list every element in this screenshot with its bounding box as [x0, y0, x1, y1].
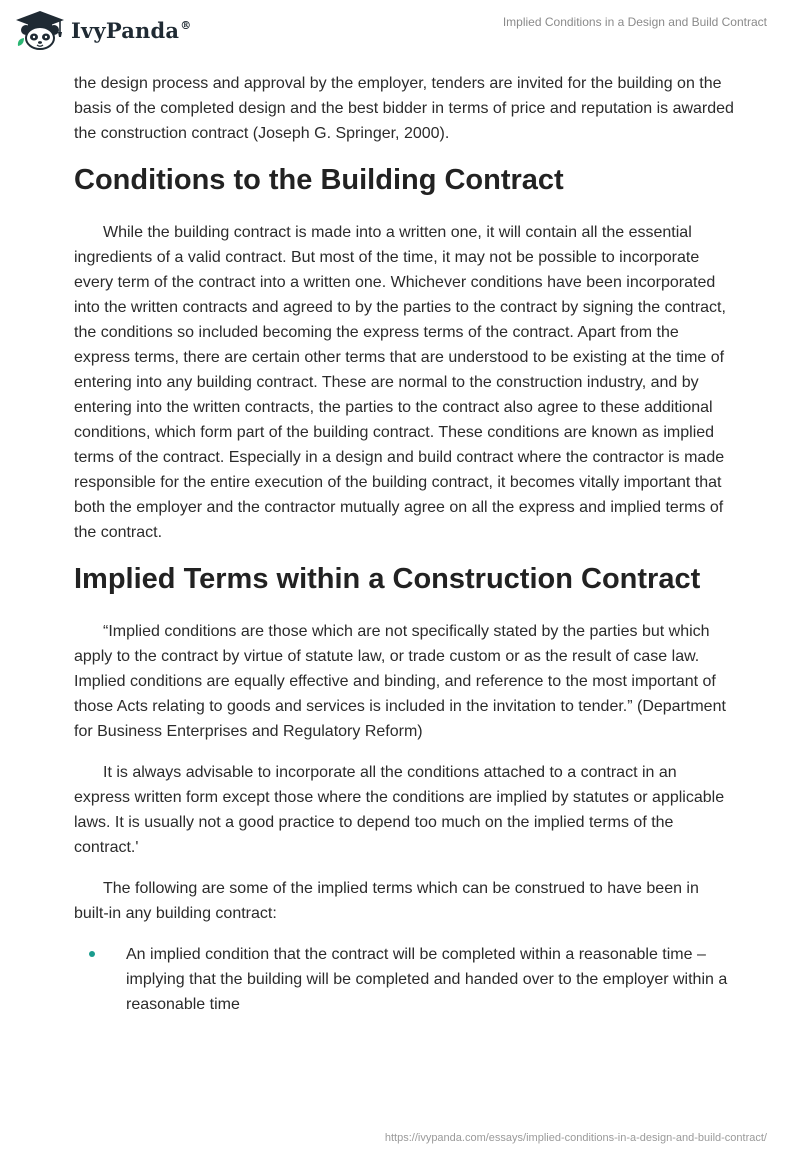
article-body — [74, 71, 734, 1017]
source-url[interactable]: https://ivypanda.com/essays/implied-conditions-in-a-design-and-build-contract/ — [384, 1132, 767, 1144]
list-intro-paragraph: The following are some of the implied terms which can be construed to have been in built-in any building contract: — [74, 880, 699, 922]
implied-terms-list — [74, 942, 734, 1017]
document-title: Implied Conditions in a Design and Build Contract — [502, 15, 767, 29]
bullet-icon — [89, 951, 95, 957]
page-header — [0, 0, 800, 70]
section-heading-conditions: Conditions to the Building Contract — [74, 164, 564, 196]
section-heading-implied-terms: Implied Terms within a Construction Contract — [74, 563, 701, 595]
list-item — [74, 942, 734, 1017]
brand-name: IvyPanda® — [71, 17, 192, 43]
list-item-text: An implied condition that the contract will be completed within a reasonable time – implying that the building will be completed and handed over to the employer within a reasonable time — [126, 946, 728, 1013]
section-paragraph: While the building contract is made into a written one, it will contain all the essential ingredients of a valid contract. But most of the time, it may not be possible to incorporate every term of the contract into a written one. Whichever conditions have been incorporated into the written contracts and agreed to by the parties to the contract by signing the contract, the conditions so included becoming the express terms of the contract. Apart from the express terms, there are certain other terms that are understood to be existing at the time of entering into any building contract. These are normal to the construction industry, and by entering into the written contracts, the parties to the contract also agree to these additional conditions, which form part of the building contract. These conditions are known as implied terms of the contract. Especially in a design and build contract where the contractor is made responsible for the entire execution of the building contract, it becomes vitally important that both the employer and the contractor mutually agree on all the express and implied terms of the contract. — [74, 224, 726, 541]
intro-paragraph: the design process and approval by the employer, tenders are invited for the building on the basis of the completed design and the best bidder in terms of price and reputation is awarded the construction contract (Joseph G. Springer, 2000). — [74, 75, 734, 142]
advice-paragraph: It is always advisable to incorporate all the conditions attached to a contract in an express written form except those where the conditions are implied by statutes or applicable laws. It is usually not a good practice to depend too much on the implied terms of the contract.' — [74, 764, 725, 856]
quote-paragraph: “Implied conditions are those which are not specifically stated by the parties but which apply to the contract by virtue of statute law, or trade custom or as the result of case law. Implied conditions are equally effective and binding, and reference to the most important of those Acts relating to goods and services is included in the invitation to tender.” (Department for Business Enterprises and Regulatory Reform) — [74, 623, 726, 740]
panda-graduate-icon — [14, 10, 66, 50]
brand-logo[interactable] — [14, 10, 191, 50]
